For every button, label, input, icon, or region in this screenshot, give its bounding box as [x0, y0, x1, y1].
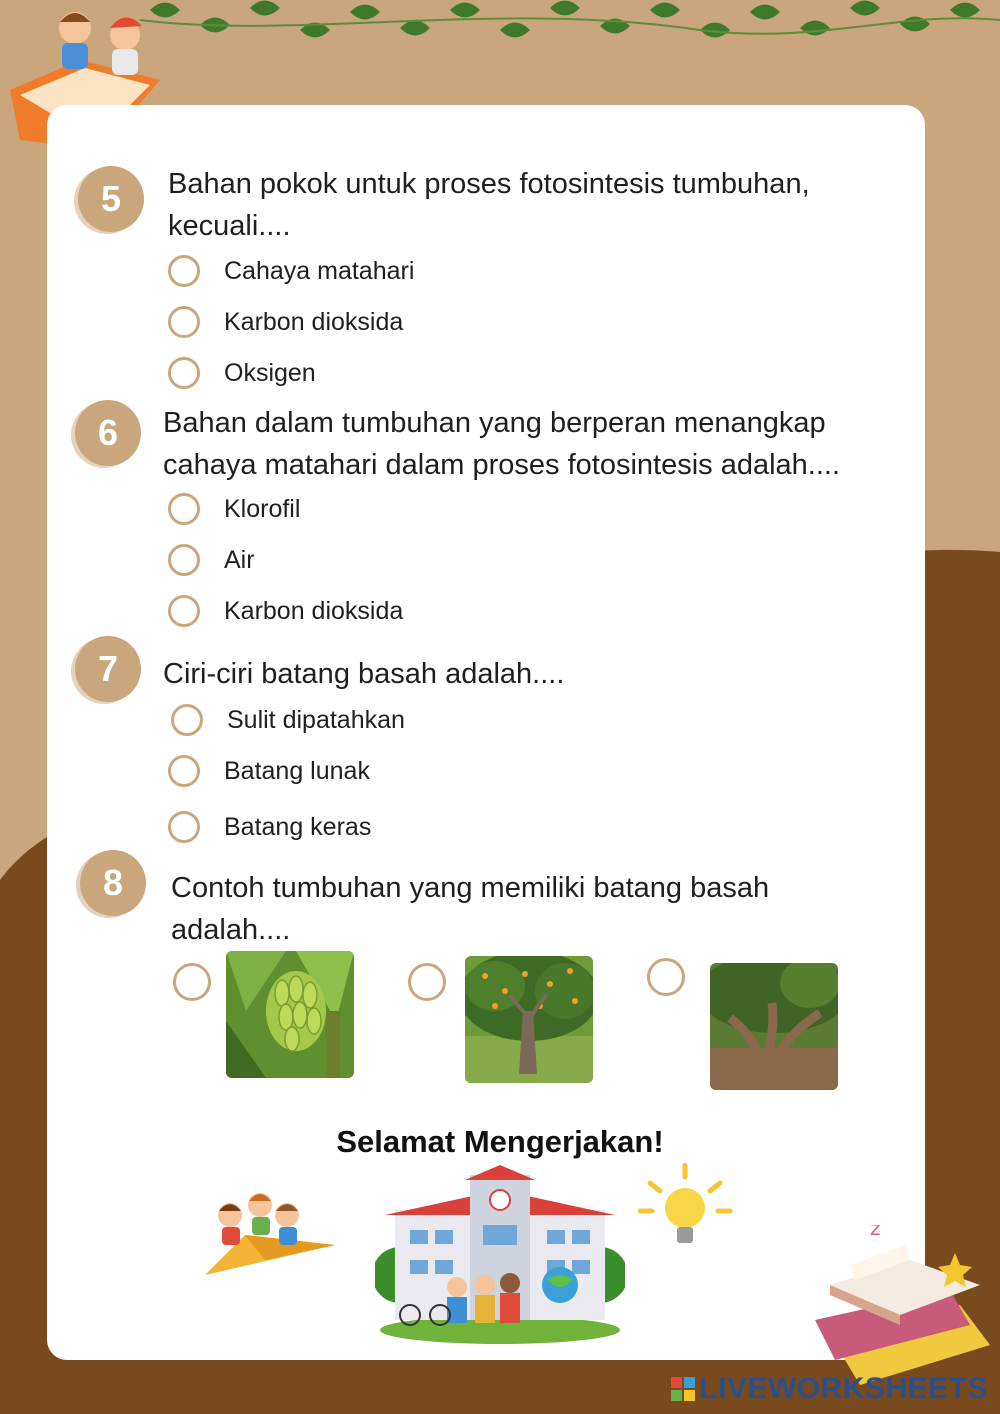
radio-button[interactable] [168, 357, 200, 389]
answer-option[interactable] [168, 255, 414, 287]
answer-option[interactable] [168, 493, 300, 525]
option-label: Karbon dioksida [224, 596, 404, 625]
orange-tree-image [465, 956, 593, 1083]
option-label: Oksigen [224, 358, 316, 387]
answer-option[interactable] [171, 704, 405, 736]
image-answer-option[interactable] [408, 963, 446, 1001]
guava-tree-image [710, 963, 838, 1090]
brand-name: LIVEWORKSHEETS [699, 1372, 988, 1405]
radio-button[interactable] [168, 755, 200, 787]
radio-button[interactable] [647, 958, 685, 996]
radio-button[interactable] [168, 811, 200, 843]
question-number-badge: 8 [80, 850, 146, 916]
question-text-line: kecuali.... [168, 210, 291, 242]
image-answer-option[interactable] [173, 963, 211, 1001]
option-label: Batang keras [224, 812, 372, 841]
question-text [168, 163, 810, 247]
question-text-line: Ciri-ciri batang basah adalah.... [163, 658, 565, 690]
liveworksheets-logo [671, 1372, 988, 1406]
radio-button[interactable] [168, 493, 200, 525]
answer-option[interactable] [168, 595, 403, 627]
option-label: Sulit dipatahkan [227, 705, 405, 734]
answer-option[interactable] [168, 811, 371, 843]
radio-button[interactable] [173, 963, 211, 1001]
school-building-illustration [375, 1165, 625, 1345]
radio-button[interactable] [168, 306, 200, 338]
answer-option[interactable] [168, 357, 316, 389]
answer-option[interactable] [168, 306, 403, 338]
banana-plant-image [226, 951, 354, 1078]
kids-paper-plane-illustration [205, 1185, 340, 1280]
answer-option[interactable] [168, 755, 370, 787]
option-label: Klorofil [224, 494, 301, 523]
option-label: Air [224, 545, 255, 574]
question-number-badge: 5 [78, 166, 144, 232]
question-text-line: adalah.... [171, 914, 291, 946]
option-label: Cahaya matahari [224, 256, 415, 285]
question-text [163, 402, 840, 486]
image-answer-option[interactable] [647, 958, 685, 996]
question-text-line: Bahan dalam tumbuhan yang berperan menangkap [163, 407, 826, 439]
books-illustration [810, 1225, 1000, 1395]
option-label: Karbon dioksida [224, 307, 404, 336]
radio-button[interactable] [168, 544, 200, 576]
question-text [171, 867, 769, 951]
question-text-line: cahaya matahari dalam proses fotosintesis adalah.... [163, 449, 841, 481]
radio-button[interactable] [408, 963, 446, 1001]
question-text-line: Contoh tumbuhan yang memiliki batang basah [171, 872, 770, 904]
option-label: Batang lunak [224, 756, 370, 785]
radio-button[interactable] [168, 595, 200, 627]
question-text-line: Bahan pokok untuk proses fotosintesis tumbuhan, [168, 168, 810, 200]
question-text [163, 653, 564, 695]
question-number-badge: 7 [75, 636, 141, 702]
lightbulb-icon [638, 1163, 733, 1253]
brand-icon [671, 1377, 695, 1401]
radio-button[interactable] [171, 704, 203, 736]
question-number-badge: 6 [75, 400, 141, 466]
svg-text:z: z [870, 1225, 881, 1240]
answer-option[interactable] [168, 544, 255, 576]
radio-button[interactable] [168, 255, 200, 287]
closing-message: Selamat Mengerjakan! [336, 1124, 664, 1159]
